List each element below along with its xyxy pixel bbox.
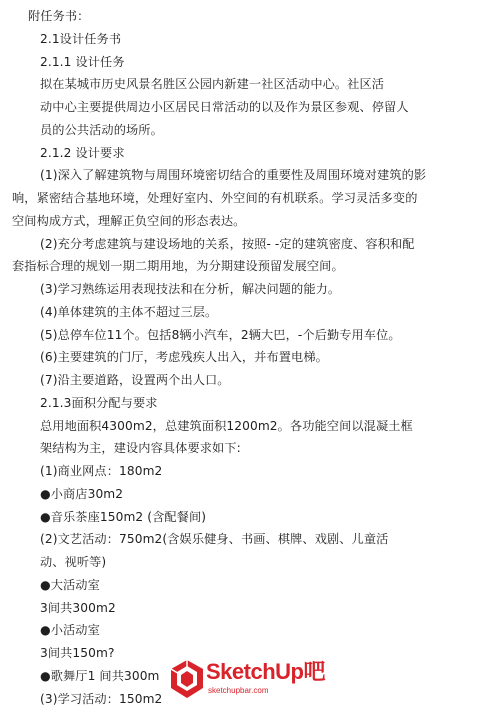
text-line: 员的公共活动的场所。 [40,123,163,137]
list-item: ●大活动室 [40,578,100,592]
list-item: ●小活动室 [40,623,100,637]
list-item: ●小商店30m2 [40,487,124,501]
text-line: 总用地面积4300m2，总建筑面积1200m2。各功能空间以混凝土框 [40,419,413,433]
subsection-heading: 2.1.2 设计要求 [40,146,125,160]
list-item: ●歌舞厅1 间共300m [40,669,160,683]
text-line: (6)主要建筑的门厅，考虑残疾人出入，并布置电梯。 [40,350,328,364]
section-heading: 2.1设计任务书 [40,32,122,46]
text-line: 响，紧密结合基地环境，处理好室内、外空间的有机联系。学习灵活多变的 [12,191,418,205]
subsection-heading: 2.1.3面积分配与要求 [40,396,158,410]
text-line: (3)学习活动：150m2 [40,692,163,706]
subsection-heading: 2.1.1 设计任务 [40,55,125,69]
sketchup-logo-icon [168,658,206,700]
sketchup-watermark [168,658,328,702]
text-line: 附任务书： [28,9,90,23]
list-item: ●音乐茶座150m2 (含配餐间) [40,510,207,524]
text-line: 动中心主要提供周边小区居民日常活动的以及作为景区参观、停留人 [40,100,409,114]
text-line: (2)充分考虑建筑与建设场地的关系，按照- -定的建筑密度、容积和配 [40,237,415,251]
text-line: 空间构成方式，理解正负空间的形态表达。 [12,214,246,228]
text-line: (4)单体建筑的主体不超过三层。 [40,305,218,319]
text-line: (5)总停车位11个。包括8辆小汽车，2辆大巴，-个后勤专用车位。 [40,328,401,342]
text-line: 3间共150m? [40,646,115,660]
text-line: 拟在某城市历史风景名胜区公园内新建一社区活动中心。社区活 [40,77,385,91]
text-line: (1)商业网点：180m2 [40,464,163,478]
text-line: 动、视听等) [40,555,107,569]
watermark-site: sketchupbar.com [208,686,269,695]
watermark-brand: SketchUp吧 [206,659,325,684]
text-line: (3)学习熟练运用表现技法和在分析，解决问题的能力。 [40,282,341,296]
text-line: (1)深入了解建筑物与周围环境密切结合的重要性及周围环境对建筑的影 [40,168,427,182]
text-line: 架结构为主，建设内容具体要求如下: [40,441,241,455]
text-line: (7)沿主要道路，设置两个出人口。 [40,373,230,387]
text-line: (2)文艺活动：750m2(含娱乐健身、书画、棋牌、戏剧、儿童活 [40,532,389,546]
text-line: 3间共300m2 [40,601,116,615]
text-line: 套指标合理的规划一期二期用地，为分期建设预留发展空间。 [12,259,344,273]
